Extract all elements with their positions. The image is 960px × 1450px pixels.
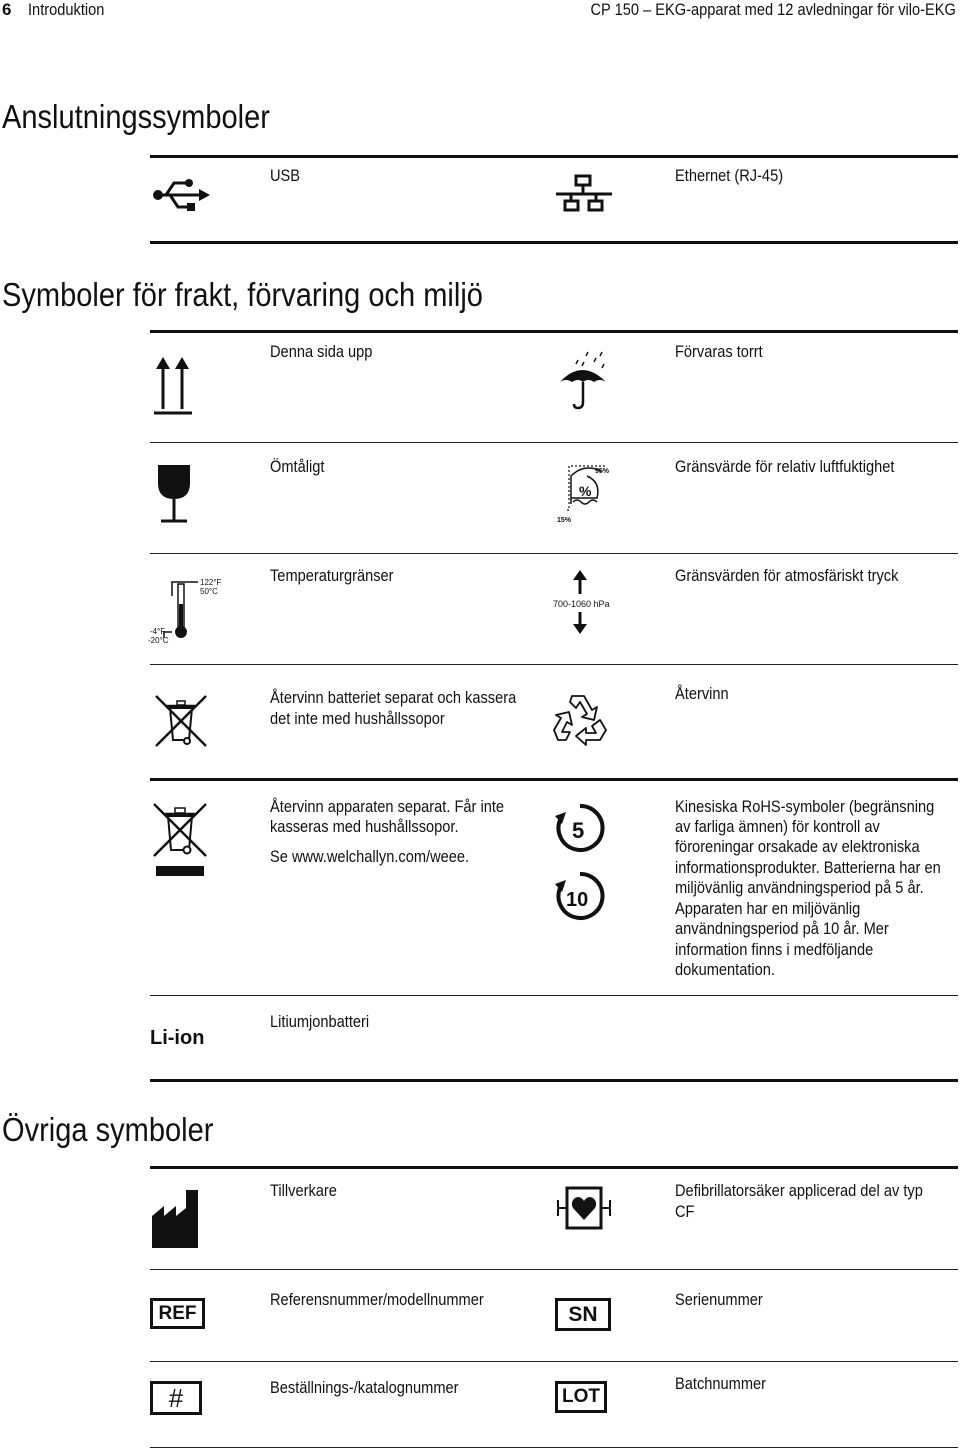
- rohs-10-icon: [555, 874, 602, 918]
- defib-line1: Defibrillatorsäker applicerad del av typ: [675, 1181, 923, 1200]
- rohs-icon: [552, 802, 608, 922]
- defib-line2: CF: [675, 1202, 695, 1221]
- rohs-line: Kinesiska RoHS-symboler (begränsning: [675, 797, 935, 816]
- row-divider: [150, 1269, 958, 1270]
- usb-icon: [152, 175, 210, 215]
- humidity-upper: 95%: [595, 468, 610, 475]
- rohs-line: föroreningar orsakade av elektroniska: [675, 837, 920, 856]
- temp-lower-f: -4°F: [150, 627, 166, 636]
- row-divider: [150, 995, 958, 996]
- ethernet-label: Ethernet (RJ-45): [675, 166, 784, 185]
- lot-mark: LOT: [555, 1381, 607, 1413]
- temperature-label: Temperaturgränser: [270, 566, 394, 585]
- rohs-line: miljövänlig användningsperiod på 5 år.: [675, 878, 924, 897]
- network-icon: [556, 174, 612, 214]
- sn-mark: SN: [555, 1298, 611, 1331]
- temp-upper-c: 50°C: [200, 587, 218, 596]
- section-rule-bottom: [150, 241, 958, 244]
- section-rule-top: [150, 330, 958, 333]
- rohs-line: dokumentation.: [675, 960, 775, 979]
- keep-dry-label: Förvaras torrt: [675, 342, 763, 361]
- pressure-label: Gränsvärden för atmosfäriskt tryck: [675, 566, 899, 585]
- li-ion-label: Litiumjonbatteri: [270, 1012, 370, 1031]
- li-ion-mark: Li-ion: [150, 1027, 205, 1049]
- document-title: CP 150 – EKG-apparat med 12 avledningar för vilo-EKG: [590, 0, 956, 19]
- usb-label: USB: [270, 166, 301, 185]
- this-side-up-icon: [152, 357, 194, 415]
- weee-line1: Återvinn apparaten separat. Får inte: [270, 797, 505, 816]
- rohs-line: användningsperiod på 10 år. Mer: [675, 919, 889, 938]
- weee-line2: kasseras med hushållssopor.: [270, 817, 459, 836]
- svg-text:%: %: [579, 483, 592, 499]
- humidity-lower: 15%: [557, 517, 572, 524]
- section-rule-bottom: [150, 1079, 958, 1082]
- temperature-limit-icon: [148, 574, 228, 646]
- rohs-line: information finns i medföljande: [675, 940, 874, 959]
- lot-label: Batchnummer: [675, 1374, 767, 1393]
- row-divider: [150, 664, 958, 665]
- row-divider: [150, 1361, 958, 1362]
- catalog-mark: #: [150, 1381, 202, 1415]
- row-divider: [150, 1447, 958, 1448]
- weee-bin-icon: [150, 800, 210, 878]
- defib-proof-cf-icon: [556, 1186, 612, 1230]
- battery-recycle-line1: Återvinn batteriet separat och kassera: [270, 688, 517, 707]
- recycle-icon: [552, 690, 612, 746]
- section-name: Introduktion: [28, 0, 105, 19]
- rohs-device-years: 10: [566, 889, 589, 911]
- section-title-connection: Anslutningssymboler: [2, 98, 270, 135]
- weee-line3: Se www.welchallyn.com/weee.: [270, 847, 470, 866]
- humidity-limit-icon: [555, 462, 615, 524]
- temp-lower-c: -20°C: [148, 636, 169, 645]
- recycle-label: Återvinn: [675, 684, 729, 703]
- pressure-limit-icon: [548, 570, 618, 636]
- temp-upper-f: 122°F: [200, 578, 222, 587]
- row-divider: [150, 778, 958, 781]
- rohs-5-icon: [555, 806, 602, 850]
- section-title-other: Övriga symboler: [2, 1111, 214, 1148]
- section-rule-top: [150, 155, 958, 158]
- rohs-battery-years: 5: [572, 818, 585, 843]
- pressure-range: 700-1060 hPa: [553, 599, 610, 609]
- humidity-label: Gränsvärde för relativ luftfuktighet: [675, 457, 895, 476]
- battery-recycle-line2: det inte med hushållssopor: [270, 709, 445, 728]
- ref-label: Referensnummer/modellnummer: [270, 1290, 484, 1309]
- ref-mark: REF: [150, 1298, 205, 1329]
- factory-icon: [152, 1190, 208, 1248]
- row-divider: [150, 553, 958, 554]
- catalog-label: Beställnings-/katalognummer: [270, 1378, 459, 1397]
- fragile-label: Ömtåligt: [270, 457, 325, 476]
- rohs-line: Apparaten har en miljövänlig: [675, 899, 861, 918]
- row-divider: [150, 442, 958, 443]
- rohs-line: av farliga ämnen) för kontroll av: [675, 817, 880, 836]
- fragile-glass-icon: [155, 465, 193, 523]
- page-number: 6: [2, 0, 12, 19]
- umbrella-icon: [558, 348, 610, 410]
- section-title-shipping: Symboler för frakt, förvaring och miljö: [2, 276, 483, 313]
- section-rule-top: [150, 1166, 958, 1169]
- rohs-line: informationsprodukter. Batterierna har en: [675, 858, 941, 877]
- sn-label: Serienummer: [675, 1290, 763, 1309]
- this-side-up-label: Denna sida upp: [270, 342, 373, 361]
- crossed-bin-icon: [154, 694, 210, 748]
- manufacturer-label: Tillverkare: [270, 1181, 337, 1200]
